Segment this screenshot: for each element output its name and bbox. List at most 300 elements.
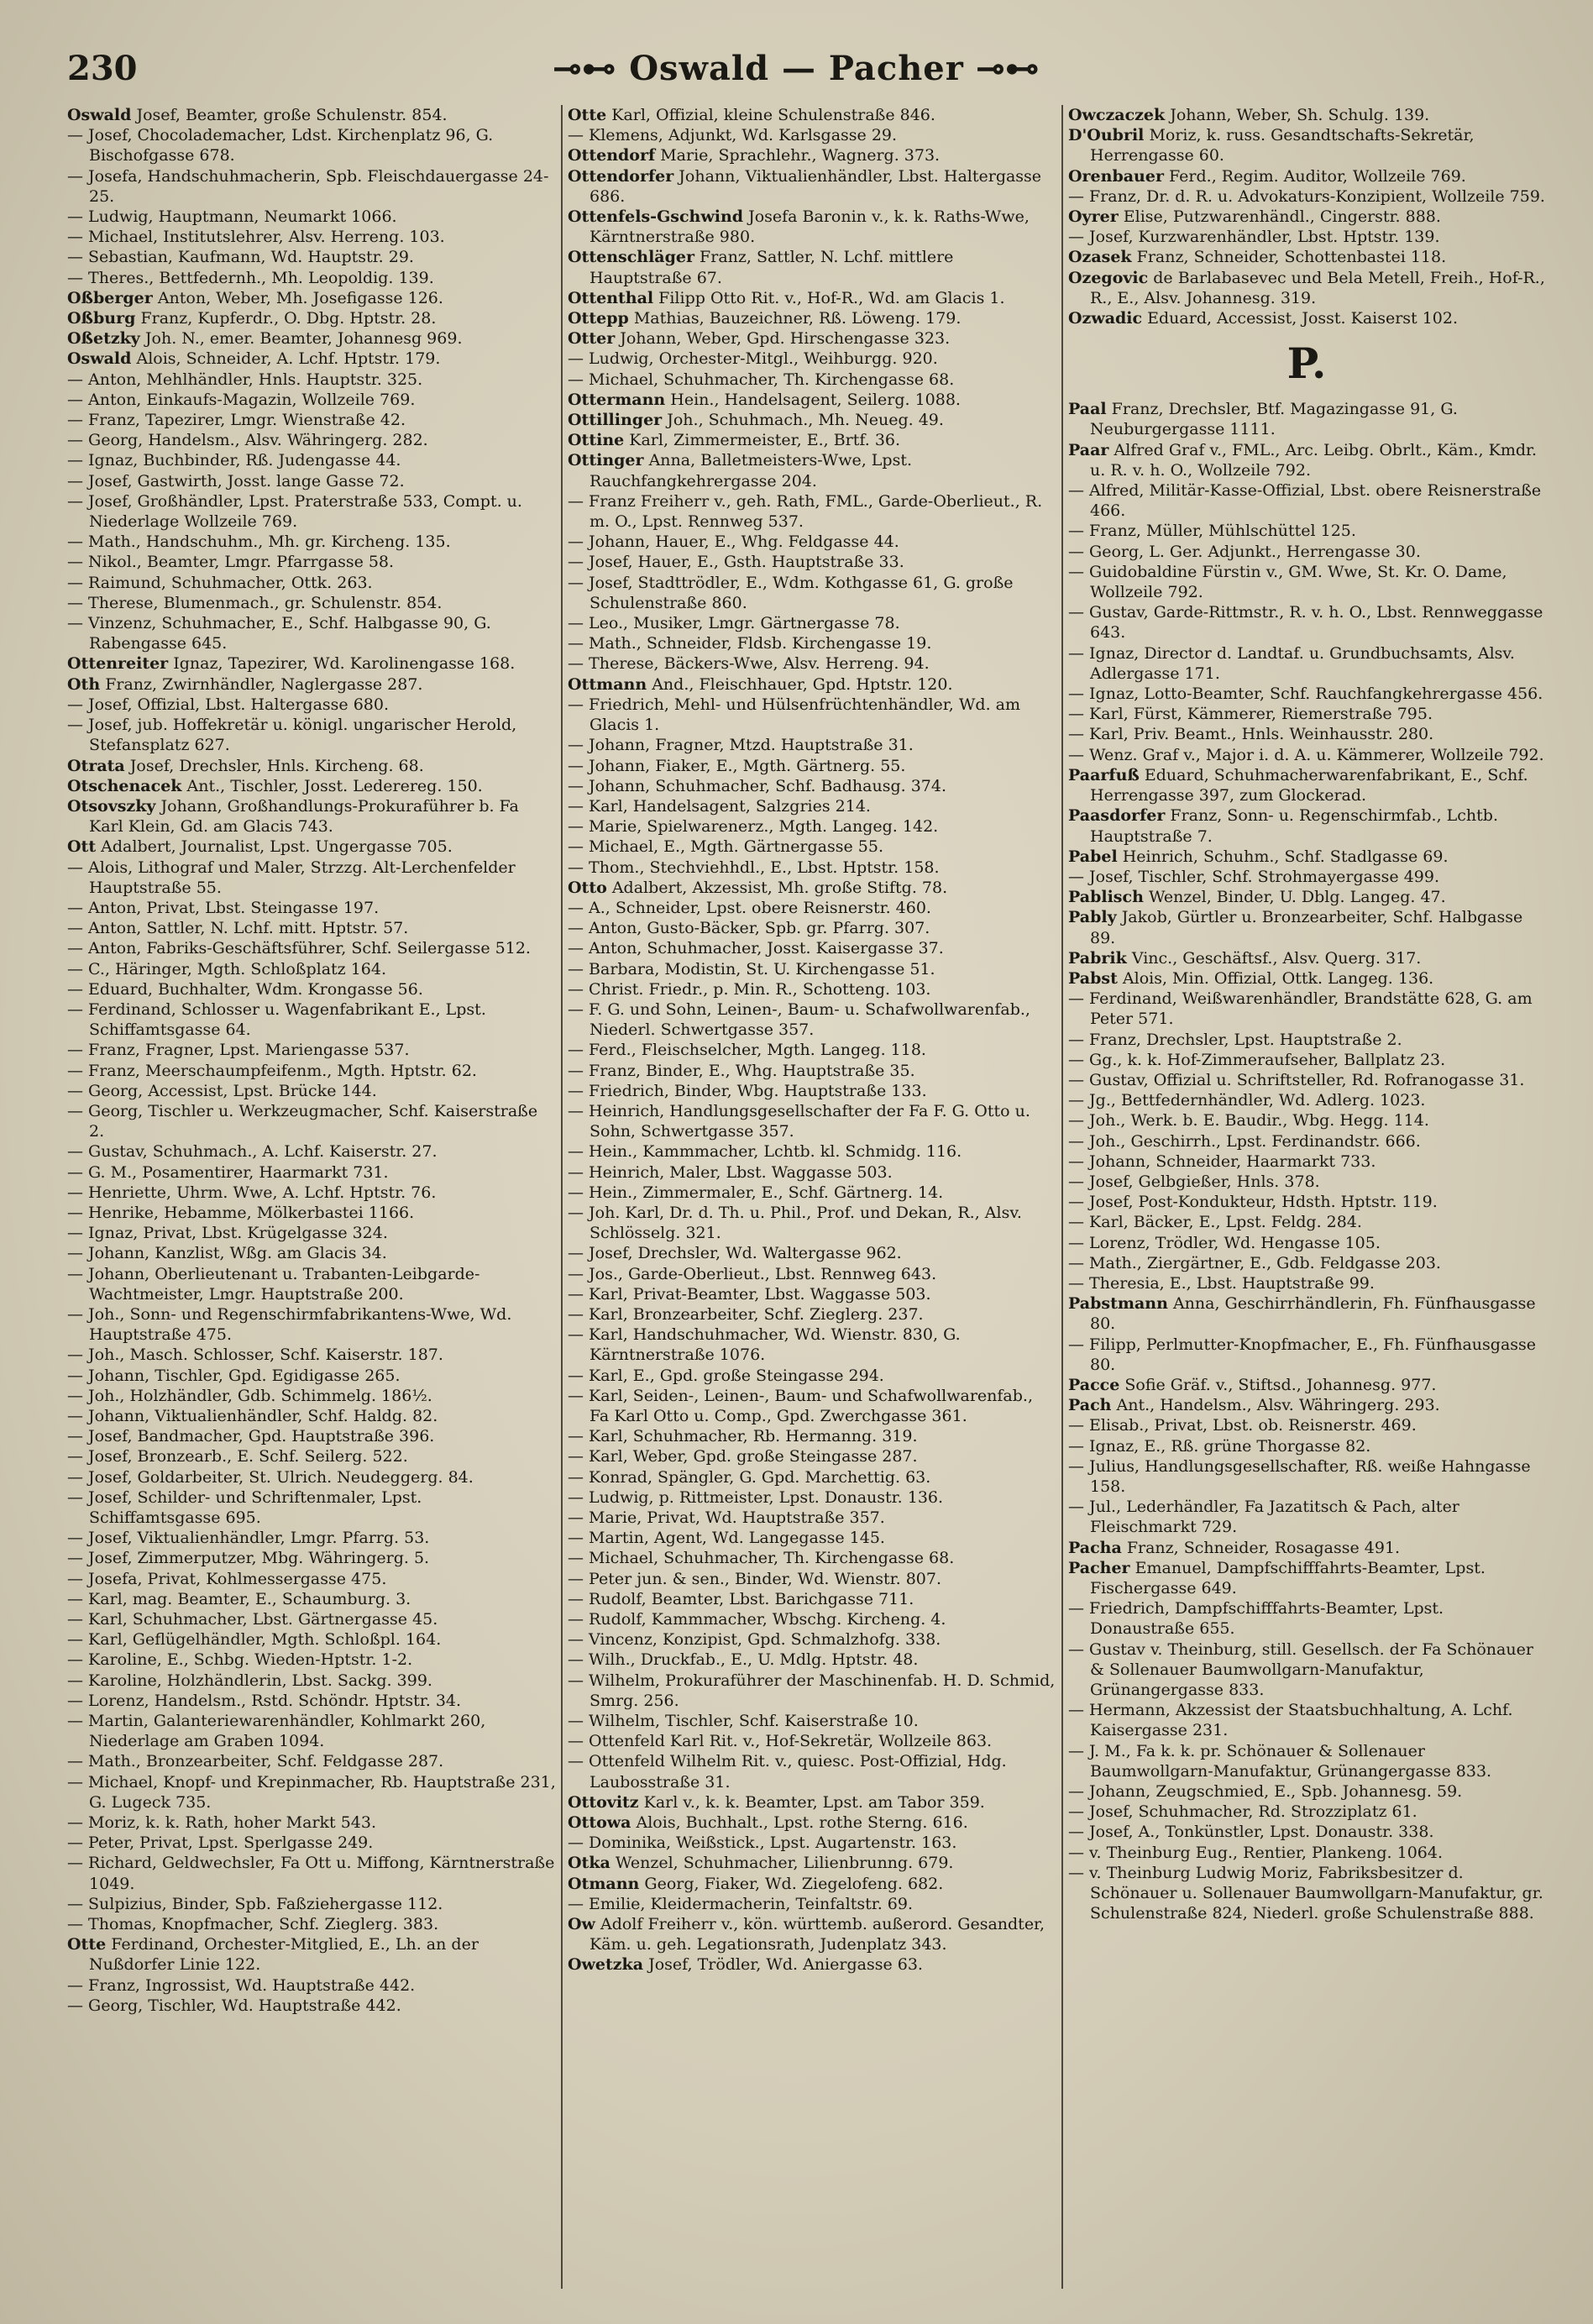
entry-surname: Ozegovic: [1068, 268, 1149, 287]
entry-surname: Oßberger: [67, 288, 153, 307]
entry-text: — Friedrich, Mehl- und Hülsenfrüchtenhändler, Wd. am Glacis 1.: [568, 695, 1020, 735]
directory-entry: [568, 1528, 1056, 1548]
directory-entry: [1068, 1110, 1545, 1131]
directory-entry: [568, 328, 1056, 349]
entry-text: Anna, Balletmeisters-Wwe, Lpst. Rauchfangkehrergasse 204.: [590, 451, 913, 491]
entry-text: Ignaz, Tapezirer, Wd. Karolinengasse 168.: [173, 654, 516, 674]
directory-entry: [67, 328, 556, 349]
directory-entry: [1068, 542, 1545, 562]
directory-entry: [67, 1487, 556, 1528]
directory-entry: [568, 166, 1056, 207]
entry-text: — Vincenz, Konzipist, Gpd. Schmalzhofg. 338.: [568, 1630, 941, 1650]
entry-text: — Anton, Privat, Lbst. Steingasse 197.: [67, 898, 380, 917]
directory-entry: [67, 166, 556, 207]
directory-entry: [67, 1183, 556, 1203]
entry-text: — G. M., Posamentirer, Haarmarkt 731.: [67, 1162, 389, 1182]
entry-text: — Michael, E., Mgth. Gärtnergasse 55.: [568, 837, 884, 857]
directory-entry: [1068, 1030, 1545, 1050]
directory-entry: [568, 349, 1056, 369]
entry-text: — Karl, Fürst, Kämmerer, Riemerstraße 795.: [1068, 705, 1433, 724]
entry-text: — Wilhelm, Tischler, Schf. Kaiserstraße 10.: [568, 1712, 919, 1731]
entry-text: — Martin, Agent, Wd. Langegasse 145.: [568, 1529, 885, 1548]
directory-entry: [1068, 1456, 1545, 1497]
directory-entry: [568, 776, 1056, 796]
directory-entry: [568, 491, 1056, 532]
directory-entry: [568, 1061, 1056, 1081]
entry-surname: Ottepp: [568, 309, 629, 328]
entry-text: — Johann, Fiaker, E., Mgth. Gärtnerg. 55.: [568, 756, 906, 775]
entry-surname: Pabstmann: [1068, 1294, 1168, 1314]
directory-entry: [568, 207, 1056, 247]
directory-entry: [67, 532, 556, 552]
entry-text: — Elisab., Privat, Lbst. ob. Reisnerstr. 469.: [1068, 1416, 1417, 1435]
directory-entry: [67, 1914, 556, 1934]
directory-entry: [1068, 1050, 1545, 1070]
directory-entry: [568, 1874, 1056, 1894]
directory-entry: [1068, 1293, 1545, 1334]
entry-text: — Karl, E., Gpd. große Steingasse 294.: [568, 1366, 884, 1385]
entry-text: — Josef, Bronzearb., E. Schf. Seilerg. 522.: [67, 1447, 408, 1466]
directory-entry: [568, 1081, 1056, 1101]
directory-entry: [1068, 684, 1545, 704]
entry-text: Franz, Schneider, Rosagasse 491.: [1126, 1538, 1401, 1557]
entry-text: — Josef, A., Tonkünstler, Lpst. Donaustr. 338.: [1068, 1823, 1434, 1842]
directory-entry: [67, 918, 556, 938]
directory-entry: [568, 1589, 1056, 1609]
entry-text: Josef, Drechsler, Hnls. Kircheng. 68.: [129, 756, 424, 775]
entry-text: — Richard, Geldwechsler, Fa Ott u. Miffong, Kärntnerstraße 1049.: [67, 1854, 555, 1893]
directory-entry: [1068, 1192, 1545, 1212]
directory-entry: [67, 125, 556, 165]
entry-text: — Henriette, Uhrm. Wwe, A. Lchf. Hptstr. 76.: [67, 1183, 437, 1202]
entry-text: Ant., Tischler, Josst. Lederereg. 150.: [186, 776, 483, 795]
entry-text: — Eduard, Buchhalter, Wdm. Krongasse 56.: [67, 979, 423, 999]
directory-entry: [67, 1446, 556, 1466]
directory-entry: [568, 1386, 1056, 1426]
entry-text: — Anton, Gusto-Bäcker, Spb. gr. Pfarrg. 307.: [568, 919, 930, 938]
entry-surname: Otte: [568, 106, 607, 124]
entry-text: — Johann, Tischler, Gpd. Egidigasse 265.: [67, 1366, 401, 1385]
directory-entry: [568, 1569, 1056, 1589]
page-number: 230: [67, 49, 138, 88]
directory-entry: [568, 674, 1056, 695]
directory-entry: [1068, 1172, 1545, 1192]
directory-entry: [1068, 1538, 1545, 1558]
entry-text: — Josef, Goldarbeiter, St. Ulrich. Neudeggerg. 84.: [67, 1467, 474, 1487]
directory-entry: [67, 776, 556, 796]
entry-surname: Paarfuß: [1068, 765, 1140, 784]
entry-surname: Owczaczek: [1068, 106, 1166, 124]
entry-text: — Wenz. Graf v., Major i. d. A. u. Kämmerer, Wollzeile 792.: [1068, 745, 1544, 764]
entry-text: Ferd., Regim. Auditor, Wollzeile 769.: [1169, 166, 1466, 186]
entry-text: — Heinrich, Maler, Lbst. Waggasse 503.: [568, 1162, 893, 1182]
directory-entry: [568, 695, 1056, 735]
directory-entry: [67, 390, 556, 410]
directory-entry: [1068, 887, 1545, 907]
entry-text: — Ignaz, Director d. Landtaf. u. Grundbuchsamts, Alsv. Adlergasse 171.: [1068, 643, 1515, 683]
directory-entry: [1068, 1375, 1545, 1395]
directory-entry: [67, 370, 556, 390]
directory-entry: [67, 1081, 556, 1101]
directory-entry: [67, 674, 556, 695]
directory-entry: [568, 613, 1056, 633]
entry-text: Josef, Trödler, Wd. Aniergasse 63.: [648, 1955, 923, 1975]
directory-entry: [1068, 440, 1545, 480]
directory-entry: [67, 1996, 556, 2016]
directory-entry: [568, 1203, 1056, 1243]
directory-entry: [67, 1467, 556, 1487]
directory-entry: [568, 552, 1056, 572]
entry-text: — Ignaz, Buchbinder, Rß. Judengasse 44.: [67, 451, 401, 470]
directory-entry: [1068, 1436, 1545, 1456]
entry-text: — Hein., Kammmacher, Lchtb. kl. Schmidg. 116.: [568, 1142, 962, 1162]
directory-entry: [67, 308, 556, 328]
entry-text: — Josef, Post-Kondukteur, Hdsth. Hptstr. 119.: [1068, 1193, 1438, 1212]
entry-text: — Gg., k. k. Hof-Zimmeraufseher, Ballplatz 23.: [1068, 1050, 1446, 1069]
entry-text: — Lorenz, Handelsm., Rstd. Schöndr. Hptstr. 34.: [67, 1691, 462, 1710]
entry-text: — Rudolf, Kammmacher, Wbschg. Kircheng. 4.: [568, 1610, 946, 1629]
entry-text: Ant., Handelsm., Alsv. Währingerg. 293.: [1116, 1396, 1440, 1415]
directory-entry: [67, 999, 556, 1040]
entry-text: — Sulpizius, Binder, Spb. Faßziehergasse 112.: [67, 1894, 443, 1913]
directory-entry: [67, 695, 556, 715]
entry-surname: Oth: [67, 674, 101, 694]
directory-entry: [67, 227, 556, 247]
directory-entry: [1068, 247, 1545, 267]
entry-text: — Karl, Bronzearbeiter, Schf. Zieglerg. 237.: [568, 1304, 924, 1324]
entry-text: — Ignaz, Lotto-Beamter, Schf. Rauchfangkehrergasse 456.: [1068, 685, 1543, 704]
directory-entry: [67, 593, 556, 613]
directory-entry: [1068, 745, 1545, 765]
directory-entry: [568, 1650, 1056, 1670]
entry-text: Franz, Drechsler, Btf. Magazingasse 91, G. Neuburgergasse 1111.: [1090, 400, 1458, 439]
directory-entry: [1068, 105, 1545, 125]
directory-entry: [568, 1162, 1056, 1183]
directory-entry: [568, 1954, 1056, 1975]
directory-entry: [67, 1772, 556, 1813]
entry-text: — Therese, Blumenmach., gr. Schulenstr. 854.: [67, 593, 443, 612]
directory-entry: [67, 349, 556, 369]
entry-text: — Josef, Viktualienhändler, Lmgr. Pfarrg. 53.: [67, 1529, 430, 1548]
entry-surname: Ottendorfer: [568, 166, 674, 186]
entry-text: Johann, Weber, Sh. Schulg. 139.: [1170, 106, 1430, 124]
entry-text: — Dominika, Weißstick., Lpst. Augartenstr. 163.: [568, 1833, 957, 1853]
entry-surname: Orenbauer: [1068, 166, 1164, 186]
directory-entry: [1068, 1802, 1545, 1822]
directory-entry: [1068, 308, 1545, 328]
directory-entry: [568, 1548, 1056, 1568]
entry-text: — Joh., Sonn- und Regenschirmfabrikantens-Wwe, Wd. Hauptstraße 475.: [67, 1304, 512, 1345]
directory-entry: [568, 450, 1056, 491]
directory-entry: [568, 1487, 1056, 1508]
directory-entry: [568, 145, 1056, 165]
entry-text: Filipp Otto Rit. v., Hof-R., Wd. am Glacis 1.: [658, 288, 1005, 307]
entry-text: — Marie, Spielwarenerz., Mgth. Langeg. 142.: [568, 817, 939, 837]
entry-text: — Lorenz, Trödler, Wd. Hengasse 105.: [1068, 1233, 1381, 1252]
directory-entry: [1068, 1781, 1545, 1802]
directory-entry: [568, 878, 1056, 898]
entry-text: — Ludwig, Orchester-Mitgl., Weihburgg. 920.: [568, 349, 938, 369]
entry-text: — Josef, Bandmacher, Gpd. Hauptstraße 396.: [67, 1427, 435, 1446]
directory-entry: [1068, 1070, 1545, 1090]
entry-text: Josefa Baronin v., k. k. Raths-Wwe, Kärntnerstraße 980.: [590, 207, 1030, 247]
directory-entry: [67, 1386, 556, 1406]
entry-text: — Josef, Offizial, Lbst. Haltergasse 680.: [67, 695, 390, 714]
directory-entry: [1068, 643, 1545, 684]
entry-text: — Michael, Schuhmacher, Th. Kirchengasse 68.: [568, 370, 955, 389]
entry-text: Adalbert, Journalist, Lpst. Ungergasse 705.: [101, 837, 453, 857]
directory-entry: [568, 1243, 1056, 1263]
entry-text: — Anton, Einkaufs-Magazin, Wollzeile 769.: [67, 390, 416, 409]
directory-entry: [67, 1569, 556, 1589]
directory-entry: [568, 410, 1056, 430]
entry-surname: Oswald: [67, 106, 132, 124]
directory-entry: [568, 390, 1056, 410]
entry-text: And., Fleischhauer, Gpd. Hptstr. 120.: [652, 674, 953, 694]
entry-text: Franz, Sattler, N. Lchf. mittlere Hauptstraße 67.: [590, 248, 954, 287]
entry-text: — Anton, Mehlhändler, Hnls. Hauptstr. 325.: [67, 370, 423, 389]
directory-entry: [568, 1833, 1056, 1853]
entry-text: Johann, Großhandlungs-Prokuraführer b. Fa Karl Klein, Gd. am Glacis 743.: [89, 796, 519, 837]
directory-entry: [67, 1345, 556, 1365]
entry-text: — Theresia, E., Lbst. Hauptstraße 99.: [1068, 1273, 1375, 1293]
directory-entry: [568, 1284, 1056, 1304]
directory-entry: [568, 898, 1056, 918]
entry-text: — Gustav, Offizial u. Schriftsteller, Rd. Rofranogasse 31.: [1068, 1070, 1525, 1089]
directory-entry: [67, 898, 556, 918]
entry-text: — Konrad, Spängler, G. Gpd. Marchettig. 63.: [568, 1467, 931, 1487]
directory-entry: [1068, 480, 1545, 521]
directory-entry: [1068, 1639, 1545, 1701]
entry-text: — Johann, Oberlieutenant u. Trabanten-Leibgarde-Wachtmeister, Lmgr. Hauptstraße 200.: [67, 1264, 480, 1304]
directory-entry: [67, 837, 556, 857]
entry-text: — Josefa, Privat, Kohlmessergasse 475.: [67, 1569, 387, 1588]
entry-text: — Math., Bronzearbeiter, Schf. Feldgasse 287.: [67, 1752, 444, 1771]
directory-entry: [67, 1853, 556, 1893]
directory-columns: [67, 105, 1545, 2289]
entry-text: Sofie Gräf. v., Stiftsd., Johannesg. 977.: [1124, 1375, 1437, 1394]
directory-entry: [1068, 989, 1545, 1029]
directory-entry: [67, 959, 556, 979]
entry-text: — Ferd., Fleischselcher, Mgth. Langeg. 118.: [568, 1041, 926, 1060]
entry-text: Alfred Graf v., FML., Arc. Leibg. Obrlt., Käm., Kmdr. u. R. v. h. O., Wollzeile 792.: [1090, 440, 1538, 480]
entry-text: Marie, Sprachlehr., Wagnerg. 373.: [660, 146, 941, 165]
entry-text: Karl, Zimmermeister, E., Brtf. 36.: [629, 431, 901, 450]
directory-entry: [568, 837, 1056, 857]
directory-entry: [67, 1203, 556, 1223]
directory-entry: [1068, 805, 1545, 846]
entry-surname: Otka: [568, 1854, 610, 1873]
entry-text: Johann, Weber, Gpd. Hirschengasse 323.: [620, 329, 951, 349]
entry-text: Vinc., Geschäftsf., Alsv. Querg. 317.: [1131, 948, 1422, 968]
entry-text: Wenzel, Schuhmacher, Lilienbrunng. 679.: [615, 1854, 954, 1873]
directory-entry: [67, 1406, 556, 1426]
entry-surname: Ottendorf: [568, 146, 656, 165]
directory-entry: [1068, 907, 1545, 947]
directory-entry: [67, 979, 556, 999]
entry-text: — Thom., Stechviehhdl., E., Lbst. Hptstr. 158.: [568, 858, 940, 877]
directory-entry: [67, 268, 556, 288]
directory-entry: [568, 1508, 1056, 1528]
entry-surname: Ottenfels-Gschwind: [568, 207, 744, 227]
directory-entry: [568, 735, 1056, 755]
directory-entry: [67, 938, 556, 958]
entry-text: — Anton, Sattler, N. Lchf. mitt. Hptstr. 57.: [67, 919, 409, 938]
directory-entry: [1068, 186, 1545, 207]
directory-entry: [568, 1671, 1056, 1711]
entry-surname: Otsovszky: [67, 796, 156, 816]
directory-entry: [568, 918, 1056, 938]
entry-text: — Josef, Zimmerputzer, Mbg. Währingerg. 5.: [67, 1549, 430, 1568]
directory-entry: [1068, 704, 1545, 724]
entry-text: — Karl, Handschuhmacher, Wd. Wienstr. 830, G. Kärntnerstraße 1076.: [568, 1325, 961, 1365]
directory-entry: [1068, 847, 1545, 867]
entry-text: — Franz, Drechsler, Lpst. Hauptstraße 2.: [1068, 1030, 1402, 1049]
entry-text: — Franz Freiherr v., geh. Rath, FML., Garde-Oberlieut., R. m. O., Lpst. Rennweg 537.: [568, 491, 1043, 532]
entry-text: — Josef, Hauer, E., Gsth. Hauptstraße 33.: [568, 553, 904, 572]
directory-entry: [568, 653, 1056, 674]
directory-entry: [568, 1183, 1056, 1203]
directory-entry: [1068, 1253, 1545, 1273]
entry-text: — Joh., Geschirrh., Lpst. Ferdinandstr. 666.: [1068, 1131, 1421, 1151]
entry-text: Emanuel, Dampfschifffahrts-Beamter, Lpst. Fischergasse 649.: [1090, 1558, 1486, 1598]
entry-text: — Franz, Meerschaumpfeifenm., Mgth. Hptstr. 62.: [67, 1061, 477, 1080]
directory-entry: [67, 653, 556, 674]
entry-surname: Oswald: [67, 349, 132, 369]
entry-text: — Johann, Viktualienhändler, Schf. Haldg. 82.: [67, 1407, 438, 1425]
directory-entry: [67, 756, 556, 776]
entry-text: — Josefa, Handschuhmacherin, Spb. Fleischdauergasse 24-25.: [67, 166, 549, 206]
entry-text: — Jg., Bettfedernhändler, Wd. Adlerg. 1023.: [1068, 1091, 1426, 1110]
directory-entry: [67, 613, 556, 653]
directory-entry: [568, 858, 1056, 878]
entry-text: — Josef, Großhändler, Lpst. Praterstraße 533, Compt. u. Niederlage Wollzeile 769.: [67, 491, 522, 532]
entry-text: — Ludwig, Hauptmann, Neumarkt 1066.: [67, 207, 397, 227]
entry-text: — Filipp, Perlmutter-Knopfmacher, E., Fh. Fünfhausgasse 80.: [1068, 1335, 1537, 1374]
entry-surname: Ow: [568, 1915, 595, 1934]
entry-text: — Johann, Schuhmacher, Schf. Badhausg. 374.: [568, 776, 946, 795]
entry-text: Jakob, Gürtler u. Bronzearbeiter, Schf. Halbgasse 89.: [1090, 908, 1523, 947]
entry-text: — Friedrich, Binder, Wbg. Hauptstraße 133.: [568, 1081, 927, 1100]
directory-entry: [1068, 1863, 1545, 1924]
entry-text: — Karl, Bäcker, E., Lpst. Feldg. 284.: [1068, 1213, 1362, 1232]
directory-entry: [1068, 1335, 1545, 1375]
entry-text: — F. G. und Sohn, Leinen-, Baum- u. Schafwollwarenfab., Niederl. Schwertgasse 357.: [568, 999, 1030, 1040]
directory-entry: [1068, 268, 1545, 308]
entry-surname: Oßetzky: [67, 329, 140, 349]
entry-text: — Alois, Lithograf und Maler, Strzzg. Alt-Lerchenfelder Hauptstraße 55.: [67, 858, 516, 897]
directory-entry: [67, 552, 556, 572]
entry-text: — Gustav v. Theinburg, still. Gesellsch. der Fa Schönauer & Sollenauer Baumwollgarn-Manufaktur, Grünangergasse 833.: [1068, 1639, 1533, 1700]
entry-text: — Wilhelm, Prokuraführer der Maschinenfab. H. D. Schmid, Smrg. 256.: [568, 1671, 1056, 1710]
entry-surname: Ottermann: [568, 390, 666, 409]
entry-text: — Michael, Knopf- und Krepinmacher, Rb. Hauptstraße 231, G. Lugeck 735.: [67, 1772, 556, 1812]
entry-surname: Paar: [1068, 440, 1109, 459]
entry-surname: Pabrik: [1068, 948, 1127, 968]
entry-text: Franz, Sonn- u. Regenschirmfab., Lchtb. Hauptstraße 7.: [1090, 806, 1498, 846]
entry-text: — A., Schneider, Lpst. obere Reisnerstr. 460.: [568, 898, 931, 917]
entry-text: — Josef, Chocolademacher, Ldst. Kirchenplatz 96, G. Bischofgasse 678.: [67, 126, 494, 165]
entry-text: — Karl, Handelsagent, Salzgries 214.: [568, 796, 871, 816]
entry-text: — Karl, Geflügelhändler, Mgth. Schloßpl. 164.: [67, 1630, 442, 1650]
entry-surname: Pacher: [1068, 1558, 1130, 1577]
directory-entry: [67, 1609, 556, 1629]
directory-entry: [67, 1813, 556, 1833]
entry-text: — Josef, Kurzwarenhändler, Lbst. Hptstr. 139.: [1068, 228, 1440, 247]
entry-text: Joh., Schuhmach., Mh. Neueg. 49.: [667, 411, 944, 430]
entry-text: de Barlabasevec und Bela Metell, Freih., Hof-R., R., E., Alsv. Johannesg. 319.: [1090, 268, 1545, 307]
running-title: ⊸⊷ Oswald — Pacher ⊸⊷: [553, 49, 1040, 88]
column-2: [568, 105, 1056, 2289]
directory-entry: [67, 1264, 556, 1304]
entry-text: — Raimund, Schuhmacher, Ottk. 263.: [67, 573, 373, 592]
directory-entry: [67, 1304, 556, 1345]
directory-entry: [1068, 399, 1545, 439]
directory-entry: [67, 105, 556, 125]
directory-entry: [1068, 602, 1545, 643]
entry-text: Moriz, k. russ. Gesandtschafts-Sekretär, Herrengasse 60.: [1090, 126, 1475, 165]
directory-entry: [67, 471, 556, 491]
directory-entry: [67, 430, 556, 450]
entry-text: — Math., Handschuhm., Mh. gr. Kircheng. 135.: [67, 532, 451, 552]
entry-text: — Alfred, Militär-Kasse-Offizial, Lbst. obere Reisnerstraße 466.: [1068, 481, 1542, 521]
entry-text: Alois, Schneider, A. Lchf. Hptstr. 179.: [136, 349, 441, 369]
directory-entry: [1068, 968, 1545, 989]
entry-text: — Jul., Lederhändler, Fa Jazatitsch & Pach, alter Fleischmarkt 729.: [1068, 1498, 1459, 1537]
entry-text: — Peter, Privat, Lpst. Sperlgasse 249.: [67, 1833, 374, 1853]
directory-entry: [67, 1223, 556, 1243]
directory-entry: [568, 1914, 1056, 1954]
directory-entry: [1068, 166, 1545, 186]
entry-text: Karl, Offizial, kleine Schulenstraße 846.: [611, 106, 935, 124]
entry-text: — Karoline, Holzhändlerin, Lbst. Sackg. 399.: [67, 1671, 432, 1690]
entry-text: Anna, Geschirrhändlerin, Fh. Fünfhausgasse 80.: [1090, 1294, 1536, 1334]
entry-text: — Math., Schneider, Fldsb. Kirchengasse 19.: [568, 634, 932, 653]
directory-entry: [67, 247, 556, 267]
entry-surname: Oßburg: [67, 309, 136, 328]
entry-text: — v. Theinburg Eug., Rentier, Plankeng. 1064.: [1068, 1843, 1444, 1862]
directory-entry: [67, 288, 556, 308]
column-divider: [1061, 105, 1063, 2289]
entry-text: — Ferdinand, Schlosser u. Wagenfabrikant E., Lpst. Schiffamtsgasse 64.: [67, 999, 486, 1040]
entry-surname: Ottovitz: [568, 1792, 639, 1812]
directory-entry: [67, 858, 556, 898]
entry-text: — Ignaz, Privat, Lbst. Krügelgasse 324.: [67, 1224, 388, 1243]
directory-entry: [1068, 1395, 1545, 1415]
entry-text: — Johann, Kanzlist, Wßg. am Glacis 34.: [67, 1244, 387, 1263]
entry-text: — Johann, Schneider, Haarmarkt 733.: [1068, 1152, 1376, 1171]
entry-text: Anton, Weber, Mh. Josefigasse 126.: [157, 288, 443, 307]
directory-entry: [568, 532, 1056, 552]
entry-text: — Franz, Ingrossist, Wd. Hauptstraße 442.: [67, 1975, 416, 1995]
entry-surname: Ottillinger: [568, 411, 663, 430]
entry-surname: Ozwadic: [1068, 309, 1143, 328]
directory-entry: [1068, 765, 1545, 805]
entry-text: — Henrike, Hebamme, Mölkerbastei 1166.: [67, 1203, 415, 1222]
entry-text: — Karl, Privat-Beamter, Lbst. Waggasse 503.: [568, 1284, 931, 1304]
directory-entry: [67, 1528, 556, 1548]
entry-text: — Josef, Schilder- und Schriftenmaler, Lpst. Schiffamtsgasse 695.: [67, 1487, 422, 1528]
entry-text: — Guidobaldine Fürstin v., GM. Wwe, St. Kr. O. Dame, Wollzeile 792.: [1068, 562, 1507, 602]
entry-text: — Josef, Gelbgießer, Hnls. 378.: [1068, 1172, 1320, 1191]
entry-text: — Rudolf, Beamter, Lbst. Barichgasse 711.: [568, 1589, 914, 1608]
entry-text: Alois, Buchhalt., Lpst. rothe Sterng. 616.: [636, 1813, 968, 1833]
entry-surname: Pabel: [1068, 847, 1118, 866]
directory-entry: [67, 1629, 556, 1650]
directory-entry: [1068, 724, 1545, 744]
entry-text: Georg, Fiaker, Wd. Ziegelofeng. 682.: [644, 1874, 944, 1893]
directory-entry: [568, 1792, 1056, 1813]
